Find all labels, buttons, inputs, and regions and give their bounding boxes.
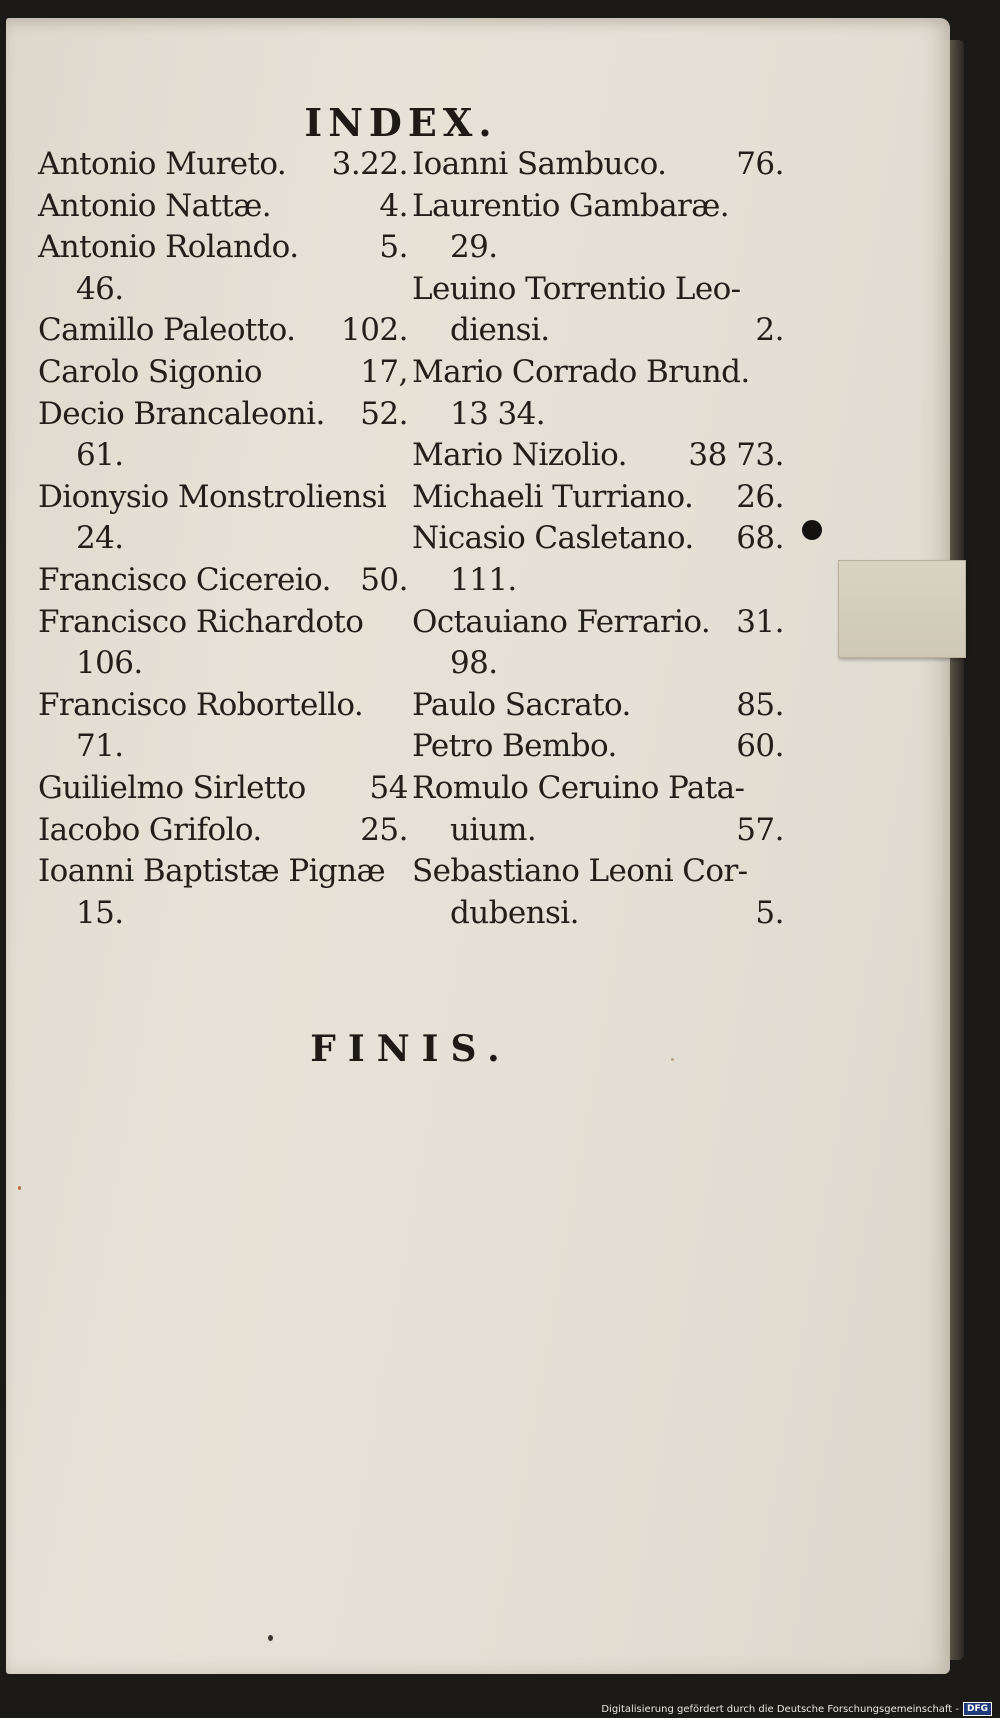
- index-entry: [412, 186, 784, 228]
- entry-name: Antonio Nattæ.: [38, 187, 271, 224]
- entry-page-number: 54: [369, 769, 408, 806]
- entry-page-number: 38 73.: [688, 437, 784, 474]
- dfg-logo: DFG: [963, 1702, 992, 1716]
- index-entry: [412, 227, 784, 269]
- index-entry: [412, 685, 784, 727]
- index-entry: [38, 726, 408, 768]
- index-entry: [412, 310, 784, 352]
- index-entry: [412, 893, 784, 935]
- entry-name: Carolo Sigonio: [38, 353, 262, 390]
- entry-page-number: 57.: [736, 811, 784, 848]
- entry-page-number: 50.: [360, 561, 408, 598]
- index-entry: [412, 352, 784, 394]
- entry-name: 13 34.: [450, 395, 546, 432]
- index-entry: [38, 186, 408, 228]
- entry-name: Paulo Sacrato.: [412, 686, 631, 723]
- entry-name: Michaeli Turriano.: [412, 478, 694, 515]
- entry-page-number: 25.: [360, 811, 408, 848]
- index-entry: [412, 144, 784, 186]
- index-entry: [412, 726, 784, 768]
- index-entry: [38, 310, 408, 352]
- index-entry: [412, 518, 784, 560]
- entry-page-number: 5.: [379, 229, 408, 266]
- finis-label: FINIS.: [310, 1028, 512, 1070]
- index-entry: [412, 477, 784, 519]
- ink-speck: [268, 1635, 273, 1641]
- page-title: INDEX.: [304, 100, 498, 145]
- ink-speck: [18, 1186, 21, 1190]
- entry-name: 106.: [76, 645, 143, 682]
- credit-text: Digitalisierung gefördert durch die Deutsche Forschungsgemeinschaft -: [601, 1703, 959, 1715]
- entry-name: 98.: [450, 645, 498, 682]
- index-entry: [38, 269, 408, 311]
- index-entry: [38, 394, 408, 436]
- index-entry: [412, 602, 784, 644]
- entry-name: 24.: [76, 520, 124, 557]
- index-entry: [412, 768, 784, 810]
- entry-name: Mario Corrado Brund.: [412, 353, 750, 390]
- entry-name: Ioanni Sambuco.: [412, 146, 667, 182]
- index-entry: [38, 893, 408, 935]
- entry-page-number: 102.: [340, 312, 408, 349]
- entry-page-number: 17,: [360, 353, 408, 390]
- index-entry: [38, 518, 408, 560]
- index-entry: [412, 269, 784, 311]
- entry-name: Dionysio Monstroliensi: [38, 478, 387, 515]
- entry-name: Francisco Richardoto: [38, 603, 364, 640]
- paper-tab: [838, 560, 966, 658]
- entry-name: Laurentio Gambaræ.: [412, 187, 730, 224]
- entry-name: 71.: [76, 728, 124, 765]
- entry-name: dubensi.: [450, 894, 579, 931]
- entry-name: Octauiano Ferrario.: [412, 603, 711, 640]
- book-page: [6, 18, 950, 1674]
- entry-name: Decio Brancaleoni.: [38, 395, 325, 432]
- index-column-left: [38, 144, 408, 934]
- index-entry: [38, 144, 408, 186]
- entry-name: Petro Bembo.: [412, 728, 617, 765]
- index-entry: [38, 352, 408, 394]
- entry-page-number: 68.: [736, 520, 784, 557]
- entry-name: Sebastiano Leoni Cor-: [412, 853, 748, 890]
- index-entry: [38, 560, 408, 602]
- digitization-credit: [601, 1702, 992, 1716]
- entry-name: Leuino Torrentio Leo-: [412, 270, 741, 307]
- entry-page-number: 26.: [736, 478, 784, 515]
- entry-name: Antonio Rolando.: [38, 229, 299, 266]
- entry-name: Guilielmo Sirletto: [38, 769, 306, 806]
- entry-name: Francisco Robortello.: [38, 686, 364, 723]
- entry-page-number: 4.: [379, 187, 408, 224]
- index-entry: [38, 685, 408, 727]
- index-entry: [412, 560, 784, 602]
- entry-name: Nicasio Casletano.: [412, 520, 694, 557]
- index-entry: [38, 851, 408, 893]
- entry-page-number: 85.: [736, 686, 784, 723]
- entry-page-number: 2.: [755, 312, 784, 349]
- entry-name: Francisco Cicereio.: [38, 561, 331, 598]
- entry-name: uium.: [450, 811, 537, 848]
- index-entry: [38, 477, 408, 519]
- entry-page-number: 5.: [755, 894, 784, 931]
- entry-name: Ioanni Baptistæ Pignæ: [38, 853, 386, 890]
- index-entry: [412, 851, 784, 893]
- index-entry: [38, 643, 408, 685]
- entry-name: Mario Nizolio.: [412, 437, 627, 474]
- entry-page-number: 76.: [736, 146, 784, 182]
- index-entry: [412, 435, 784, 477]
- entry-name: 15.: [76, 894, 124, 931]
- entry-page-number: 60.: [736, 728, 784, 765]
- page-edge: [950, 40, 964, 1660]
- entry-name: 29.: [450, 229, 498, 266]
- entry-name: 111.: [450, 561, 517, 598]
- entry-name: Romulo Ceruino Pata-: [412, 769, 745, 806]
- entry-name: 46.: [76, 270, 124, 307]
- index-entry: [38, 435, 408, 477]
- index-column-right: [412, 144, 784, 934]
- index-entry: [412, 394, 784, 436]
- entry-name: Camillo Paleotto.: [38, 312, 296, 349]
- index-entry: [412, 810, 784, 852]
- index-entry: [38, 602, 408, 644]
- index-entry: [38, 227, 408, 269]
- index-entry: [38, 810, 408, 852]
- entry-name: Iacobo Grifolo.: [38, 811, 262, 848]
- ink-blot: [802, 520, 822, 540]
- entry-page-number: 31.: [736, 603, 784, 640]
- entry-name: diensi.: [450, 312, 550, 349]
- index-entry: [412, 643, 784, 685]
- entry-page-number: 52.: [360, 395, 408, 432]
- entry-page-number: 3.22.: [331, 146, 408, 182]
- index-entry: [38, 768, 408, 810]
- entry-name: Antonio Mureto.: [38, 146, 287, 182]
- entry-name: 61.: [76, 437, 124, 474]
